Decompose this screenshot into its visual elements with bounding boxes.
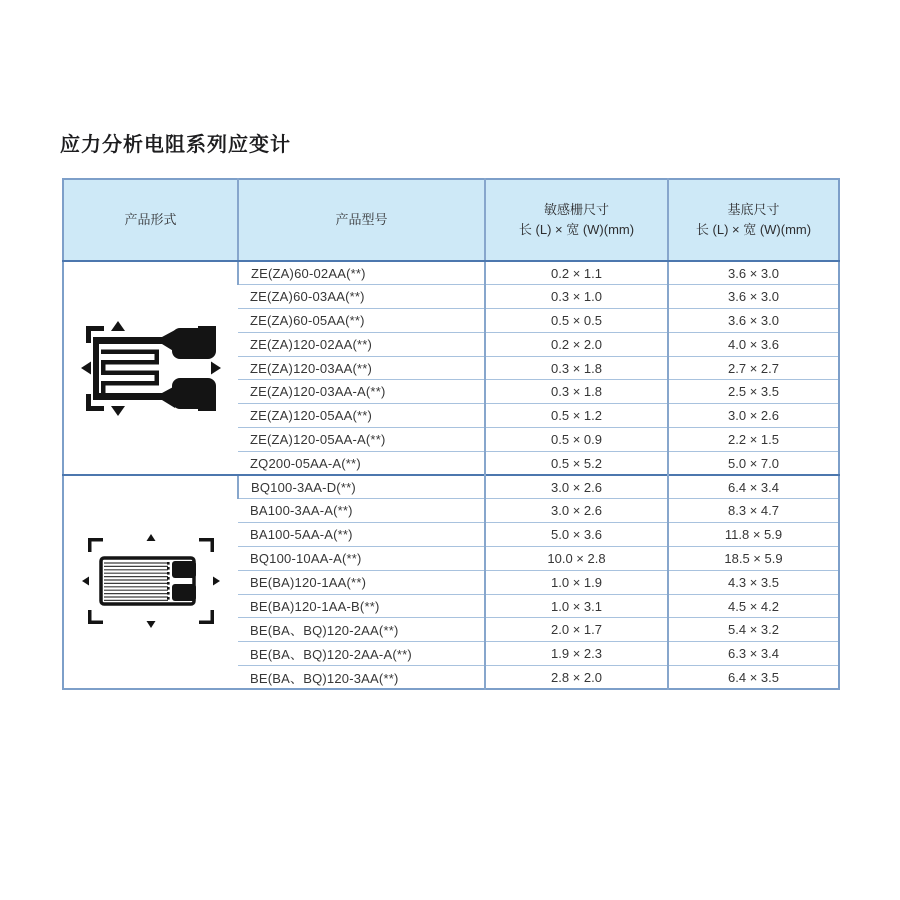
grid-size-cell: 0.5 × 1.2 bbox=[485, 404, 668, 428]
grid-size-cell: 10.0 × 2.8 bbox=[485, 547, 668, 571]
model-cell: BE(BA、BQ)120-2AA-A(**) bbox=[238, 642, 485, 666]
table-row bbox=[63, 261, 839, 285]
base-size-cell: 2.2 × 1.5 bbox=[668, 428, 839, 452]
grid-size-cell: 0.3 × 1.0 bbox=[485, 285, 668, 309]
base-size-cell: 18.5 × 5.9 bbox=[668, 547, 839, 571]
grid-size-cell: 0.5 × 0.5 bbox=[485, 309, 668, 333]
model-cell: BA100-3AA-A(**) bbox=[238, 499, 485, 523]
grid-size-cell: 0.2 × 1.1 bbox=[485, 261, 668, 285]
product-form-cell bbox=[63, 261, 238, 475]
grid-size-cell: 0.5 × 5.2 bbox=[485, 451, 668, 475]
header-product-form-label: 产品形式 bbox=[124, 211, 177, 227]
grid-size-cell: 0.2 × 2.0 bbox=[485, 332, 668, 356]
header-base-size bbox=[668, 179, 839, 261]
grid-size-cell: 2.8 × 2.0 bbox=[485, 666, 668, 690]
grid-size-cell: 3.0 × 2.6 bbox=[485, 499, 668, 523]
base-size-cell: 2.5 × 3.5 bbox=[668, 380, 839, 404]
model-cell: ZQ200-05AA-A(**) bbox=[238, 451, 485, 475]
grid-size-cell: 1.0 × 3.1 bbox=[485, 594, 668, 618]
header-product-model-label: 产品型号 bbox=[335, 211, 388, 227]
header-grid-size-line1: 敏感栅尺寸 bbox=[543, 201, 609, 217]
header-grid-size-line2: 长 (L) × 宽 (W)(mm) bbox=[518, 222, 635, 237]
model-cell: BE(BA)120-1AA-B(**) bbox=[238, 594, 485, 618]
grid-size-cell: 2.0 × 1.7 bbox=[485, 618, 668, 642]
base-size-cell: 3.6 × 3.0 bbox=[668, 261, 839, 285]
table-header-row bbox=[63, 179, 839, 261]
model-cell: ZE(ZA)120-05AA-A(**) bbox=[238, 428, 485, 452]
page-title: 应力分析电阻系列应变计 bbox=[60, 134, 291, 156]
base-size-cell: 5.4 × 3.2 bbox=[668, 618, 839, 642]
base-size-cell: 3.0 × 2.6 bbox=[668, 404, 839, 428]
model-cell: BE(BA)120-1AA(**) bbox=[238, 570, 485, 594]
grid-size-cell: 0.3 × 1.8 bbox=[485, 356, 668, 380]
base-size-cell: 8.3 × 4.7 bbox=[668, 499, 839, 523]
model-cell: ZE(ZA)60-05AA(**) bbox=[238, 309, 485, 333]
model-cell: ZE(ZA)120-03AA(**) bbox=[238, 356, 485, 380]
product-form-cell bbox=[63, 475, 238, 689]
model-cell: BE(BA、BQ)120-2AA(**) bbox=[238, 618, 485, 642]
model-cell: ZE(ZA)120-05AA(**) bbox=[238, 404, 485, 428]
base-size-cell: 5.0 × 7.0 bbox=[668, 451, 839, 475]
header-grid-size bbox=[485, 179, 668, 261]
model-cell: ZE(ZA)120-02AA(**) bbox=[238, 332, 485, 356]
header-base-size-line2: 长 (L) × 宽 (W)(mm) bbox=[695, 222, 812, 237]
base-size-cell: 6.4 × 3.5 bbox=[668, 666, 839, 690]
grid-size-cell: 3.0 × 2.6 bbox=[485, 475, 668, 499]
base-size-cell: 4.0 × 3.6 bbox=[668, 332, 839, 356]
grid-size-cell: 1.0 × 1.9 bbox=[485, 570, 668, 594]
model-cell: BQ100-10AA-A(**) bbox=[238, 547, 485, 571]
products-table bbox=[62, 178, 840, 690]
grid-size-cell: 0.3 × 1.8 bbox=[485, 380, 668, 404]
products-table-container bbox=[62, 178, 838, 690]
model-cell: ZE(ZA)60-02AA(**) bbox=[238, 261, 485, 285]
strain-gauge-foil-grid-icon bbox=[76, 526, 226, 638]
base-size-cell: 3.6 × 3.0 bbox=[668, 285, 839, 309]
base-size-cell: 2.7 × 2.7 bbox=[668, 356, 839, 380]
base-size-cell: 4.5 × 4.2 bbox=[668, 594, 839, 618]
grid-size-cell: 0.5 × 0.9 bbox=[485, 428, 668, 452]
base-size-cell: 6.4 × 3.4 bbox=[668, 475, 839, 499]
header-base-size-line1: 基底尺寸 bbox=[727, 201, 780, 217]
table-row bbox=[63, 475, 839, 499]
base-size-cell: 11.8 × 5.9 bbox=[668, 523, 839, 547]
model-cell: ZE(ZA)60-03AA(**) bbox=[238, 285, 485, 309]
grid-size-cell: 1.9 × 2.3 bbox=[485, 642, 668, 666]
grid-size-cell: 5.0 × 3.6 bbox=[485, 523, 668, 547]
model-cell: BA100-5AA-A(**) bbox=[238, 523, 485, 547]
base-size-cell: 4.3 × 3.5 bbox=[668, 570, 839, 594]
base-size-cell: 3.6 × 3.0 bbox=[668, 309, 839, 333]
model-cell: BE(BA、BQ)120-3AA(**) bbox=[238, 666, 485, 690]
model-cell: BQ100-3AA-D(**) bbox=[238, 475, 485, 499]
base-size-cell: 6.3 × 3.4 bbox=[668, 642, 839, 666]
model-cell: ZE(ZA)120-03AA-A(**) bbox=[238, 380, 485, 404]
header-product-form bbox=[63, 179, 238, 261]
strain-gauge-serpentine-dual-pad-icon bbox=[76, 316, 226, 421]
header-product-model bbox=[238, 179, 485, 261]
